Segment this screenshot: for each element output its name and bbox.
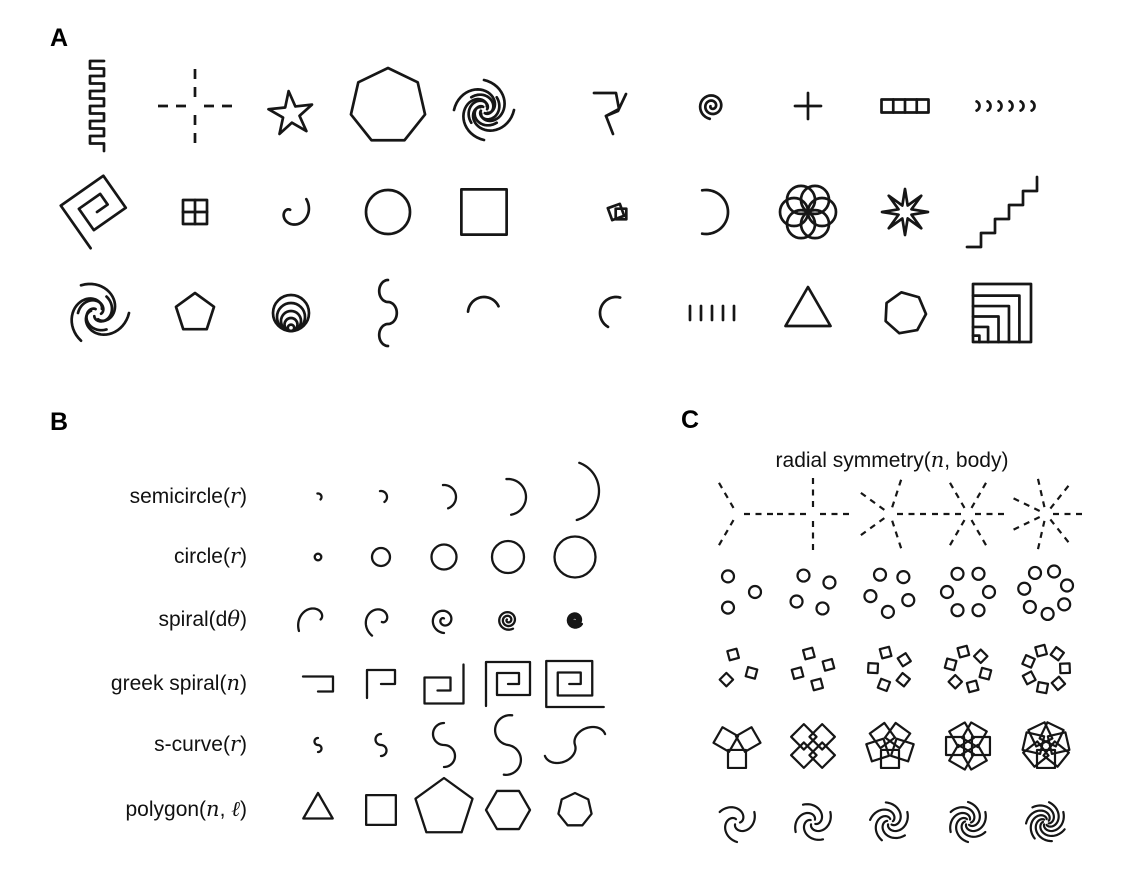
glyph-square-body-n6 (945, 646, 991, 692)
row-label-polygon: polygon(n, ℓ) (125, 797, 247, 821)
glyph-plus-sign (795, 93, 821, 119)
glyph-comma-row (977, 101, 1035, 110)
glyph-dashed-line-body-n6 (928, 479, 1008, 548)
glyph-circle-body-n4 (791, 570, 836, 615)
glyph-semicircle-arc (702, 190, 728, 234)
panel-a-label: A (50, 24, 69, 52)
glyph-cell-strip (882, 100, 929, 113)
glyph-staircase (967, 177, 1037, 247)
glyph-nested-circles (273, 295, 309, 331)
glyph-circle-flower (780, 186, 836, 238)
glyph-circle-body-n5 (864, 569, 914, 618)
row-label-circle: circle(r) (173, 544, 247, 568)
row-label-s-curve: s-curve(r) (154, 732, 247, 756)
glyph-corner-square-body-n3 (713, 727, 760, 768)
glyph-corner-square-body-n4 (791, 724, 835, 768)
glyph-tiny-square-pair (608, 204, 626, 220)
radial-symmetry-title: radial symmetry(n, body) (775, 448, 1009, 472)
glyph-swirl-four-arm (454, 80, 514, 140)
glyph-circle-body-n7 (1018, 566, 1073, 620)
glyph-corner-square-body-n5 (866, 723, 913, 768)
glyph-square-wave (90, 61, 104, 151)
glyph-corner-square-body-n7 (1023, 722, 1070, 768)
glyph-square-body-n5 (868, 647, 911, 691)
glyph-square-body-n4 (792, 648, 835, 691)
glyph-circle (366, 190, 410, 234)
glyph-eight-point-star (882, 189, 928, 235)
glyph-dashed-cross (150, 61, 240, 151)
glyph-small-spiral (700, 95, 721, 118)
glyph-heptagon (351, 68, 425, 140)
glyph-window-square (183, 200, 207, 224)
glyph-dashed-line-body-n4 (773, 474, 853, 554)
glyph-circle-body-n6 (941, 568, 995, 616)
glyph-dashed-line-body-n7 (1010, 475, 1086, 553)
glyph-arc-pinwheel-body-n4 (795, 804, 831, 840)
glyph-arc-pinwheel-body-n6 (950, 802, 986, 842)
glyph-arc-tilted (600, 297, 620, 327)
glyph-pentagon (176, 293, 214, 329)
glyph-dashed-line-body-n3 (717, 479, 777, 548)
glyph-arc-pinwheel-body-n5 (870, 802, 908, 840)
row-label-spiral: spiral(dθ) (158, 607, 247, 631)
row-label-greek-spiral: greek spiral(n) (110, 671, 247, 695)
glyph-arc-down (468, 297, 498, 312)
glyph-wavy-curve (379, 280, 397, 346)
glyph-circle-body-n3 (722, 570, 761, 613)
glyph-dash-row (690, 306, 734, 320)
glyph-square (461, 189, 506, 234)
glyph-square-body-n3 (720, 649, 758, 687)
glyph-square-body-n7 (1022, 645, 1070, 693)
glyph-heptagon-small (886, 292, 926, 333)
glyph-triangle (785, 287, 830, 326)
glyph-angular-glyph (594, 93, 626, 134)
glyph-dashed-line-body-n5 (858, 476, 930, 552)
glyph-five-point-star (269, 91, 313, 134)
panel-c-label: C (681, 406, 700, 434)
panel-b-label: B (50, 408, 69, 436)
glyph-open-curl (284, 199, 309, 224)
glyph-arc-pinwheel-body-n7 (1026, 802, 1065, 841)
glyph-corner-square-body-n6 (946, 722, 990, 769)
glyph-tilted-greek-spiral (61, 176, 133, 248)
glyph-nested-corner-squares (973, 284, 1031, 342)
glyph-arc-pinwheel-body-n3 (720, 807, 755, 842)
row-label-semicircle: semicircle(r) (129, 484, 247, 508)
glyph-swirl-three-arm (72, 284, 129, 341)
